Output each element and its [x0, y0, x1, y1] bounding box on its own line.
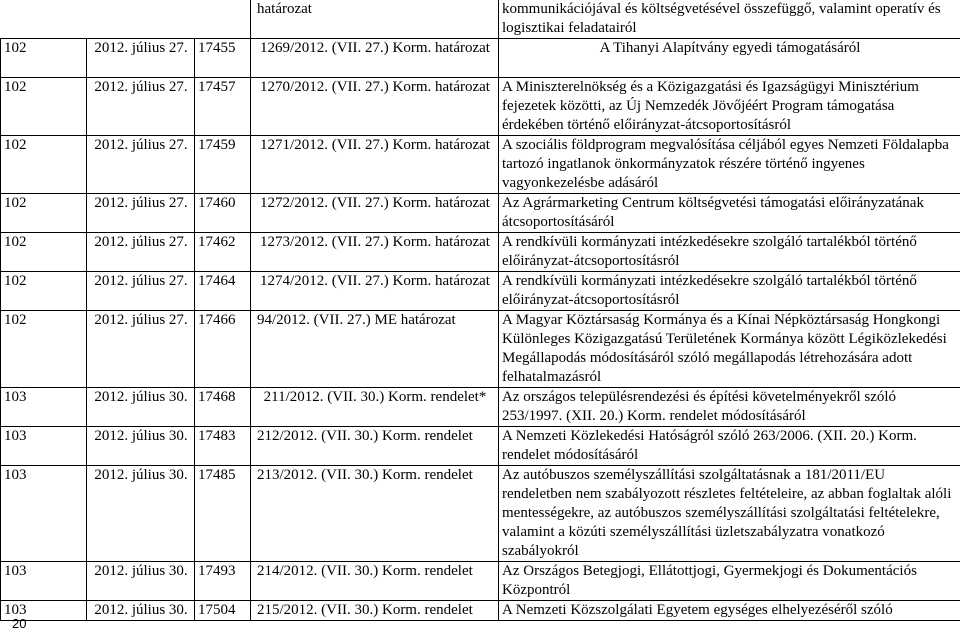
row-issue-number: 102 [1, 194, 87, 233]
table-row [1, 427, 960, 466]
row-page-ref: 17462 [195, 233, 251, 272]
table-row [1, 194, 960, 233]
row-title: 1272/2012. (VII. 27.) Korm. határozat [251, 194, 499, 233]
row-subject: Az Országos Betegjogi, Ellátottjogi, Gyermekjogi és Dokumentációs Központról [499, 562, 960, 601]
table-row [1, 466, 960, 562]
row-date: 2012. július 30. [87, 466, 195, 562]
row-date: 2012. július 27. [87, 78, 195, 136]
row-title: 1274/2012. (VII. 27.) Korm. határozat [251, 272, 499, 311]
row-date: 2012. július 30. [87, 388, 195, 427]
table-row-continuation [1, 0, 960, 39]
row-page-ref: 17483 [195, 427, 251, 466]
row-issue-number: 103 [1, 388, 87, 427]
page-number: 20 [12, 614, 26, 633]
row-date: 2012. július 27. [87, 39, 195, 78]
row-issue-number: 102 [1, 233, 87, 272]
row-title: 214/2012. (VII. 30.) Korm. rendelet [251, 562, 499, 601]
row-title: 1270/2012. (VII. 27.) Korm. határozat [251, 78, 499, 136]
row-issue-number: 102 [1, 136, 87, 194]
table-row [1, 39, 960, 78]
row-page-ref: 17464 [195, 272, 251, 311]
table-row [1, 136, 960, 194]
table-row [1, 78, 960, 136]
row-subject: A Tihanyi Alapítvány egyedi támogatásáról [499, 39, 960, 78]
row-issue-number: 102 [1, 311, 87, 388]
row-subject: Az Agrármarketing Centrum költségvetési támogatási előirányzatának átcsoportosításáról [499, 194, 960, 233]
row-date: 2012. július 30. [87, 427, 195, 466]
row-issue-number: 103 [1, 601, 87, 621]
table-row [1, 311, 960, 388]
row-page-ref: 17504 [195, 601, 251, 621]
table-row [1, 601, 960, 621]
row-date: 2012. július 30. [87, 562, 195, 601]
row-issue-number: 103 [1, 427, 87, 466]
row-title: 212/2012. (VII. 30.) Korm. rendelet [251, 427, 499, 466]
row-subject: A Miniszterelnökség és a Közigazgatási és Igazságügyi Minisztérium fejezetek közötti, az Új Nemzedék Jövőjéért Program támogatása érdekében történő előirányzat-átcsoportosításról [499, 78, 960, 136]
table-row [1, 388, 960, 427]
row-page-ref: 17457 [195, 78, 251, 136]
row-title: 1273/2012. (VII. 27.) Korm. határozat [251, 233, 499, 272]
table-row [1, 233, 960, 272]
row-issue-number: 103 [1, 466, 87, 562]
row-subject: A rendkívüli kormányzati intézkedésekre szolgáló tartalékból történő előirányzat-átcsoportosításról [499, 233, 960, 272]
row-date: 2012. július 27. [87, 194, 195, 233]
row-page-ref: 17466 [195, 311, 251, 388]
row-title: 1269/2012. (VII. 27.) Korm. határozat [251, 39, 499, 78]
row-page-ref: 17485 [195, 466, 251, 562]
row-page-ref: 17460 [195, 194, 251, 233]
row-title: 94/2012. (VII. 27.) ME határozat [251, 311, 499, 388]
table-row [1, 272, 960, 311]
row-subject: kommunikációjával és költségvetésével összefüggő, valamint operatív és logisztikai feladatairól [499, 0, 960, 39]
row-page-ref: 17493 [195, 562, 251, 601]
row-subject: A szociális földprogram megvalósítása céljából egyes Nemzeti Földalapba tartozó ingatlanok önkormányzatok részére történő ingyenes vagyonkezelésbe adásáról [499, 136, 960, 194]
row-title: 213/2012. (VII. 30.) Korm. rendelet [251, 466, 499, 562]
row-title: 211/2012. (VII. 30.) Korm. rendelet* [251, 388, 499, 427]
row-date: 2012. július 27. [87, 311, 195, 388]
row-subject: A Nemzeti Közlekedési Hatóságról szóló 263/2006. (XII. 20.) Korm. rendelet módosításáról [499, 427, 960, 466]
row-page-ref: 17455 [195, 39, 251, 78]
row-subject: Az országos településrendezési és építési követelményekről szóló 253/1997. (XII. 20.) Korm. rendelet módosításáról [499, 388, 960, 427]
row-title: határozat [251, 0, 499, 39]
row-subject: A Nemzeti Közszolgálati Egyetem egységes elhelyezéséről szóló [499, 601, 960, 621]
row-date: 2012. július 27. [87, 136, 195, 194]
row-date: 2012. július 27. [87, 233, 195, 272]
table-row [1, 562, 960, 601]
row-date: 2012. július 30. [87, 601, 195, 621]
row-issue-number: 102 [1, 78, 87, 136]
row-issue-number: 102 [1, 272, 87, 311]
row-issue-number: 103 [1, 562, 87, 601]
row-subject: A Magyar Köztársaság Kormánya és a Kínai Népköztársaság Hongkongi Különleges Közigazgatású Területének Kormánya között Légiközlekedési Megállapodás módosításáról szóló megállapodás létrehozására adott felhatalmazásról [499, 311, 960, 388]
row-date: 2012. július 27. [87, 272, 195, 311]
row-title: 215/2012. (VII. 30.) Korm. rendelet [251, 601, 499, 621]
row-subject: A rendkívüli kormányzati intézkedésekre szolgáló tartalékból történő előirányzat-átcsoportosításról [499, 272, 960, 311]
row-title: 1271/2012. (VII. 27.) Korm. határozat [251, 136, 499, 194]
row-issue-number: 102 [1, 39, 87, 78]
row-page-ref: 17468 [195, 388, 251, 427]
row-page-ref: 17459 [195, 136, 251, 194]
row-subject: Az autóbuszos személyszállítási szolgáltatásnak a 181/2011/EU rendeletben nem szabályozott részletes feltételeire, az abban foglaltak alóli mentességekre, az autóbuszos személyszállítási szolgáltatási feltételekre, valamint a közúti személyszállítási üzletszabályzatra vonatkozó szabályokról [499, 466, 960, 562]
